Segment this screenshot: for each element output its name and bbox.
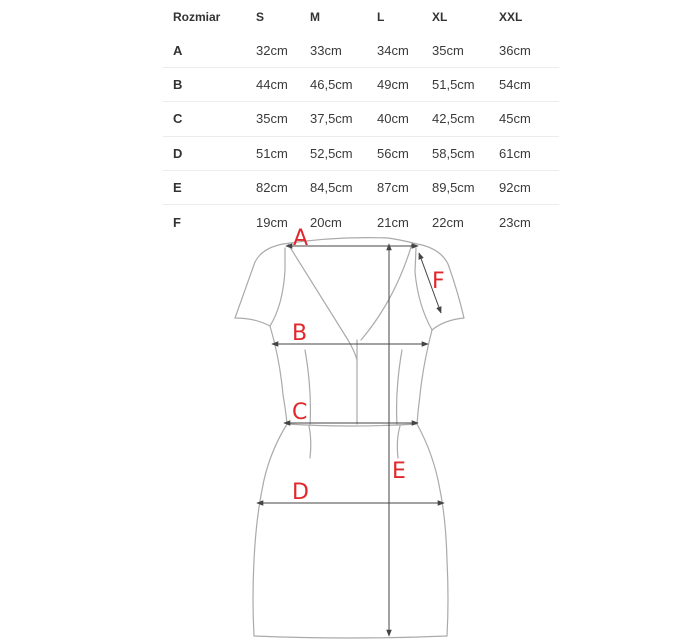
row-label: C [173,111,183,127]
table-cell: 33cm [310,42,342,58]
table-cell: 35cm [432,42,464,58]
table-cell: 20cm [310,214,342,230]
table-cell: 56cm [377,145,409,161]
row-label: A [173,42,183,58]
dress-outline [235,238,464,638]
table-cell: 87cm [377,180,409,196]
table-cell: 19cm [256,214,288,230]
table-cell: 42,5cm [432,111,475,127]
table-cell: 40cm [377,111,409,127]
table-cell: 51cm [256,145,288,161]
measurement-lines [257,244,444,636]
header-m: M [310,9,320,24]
table-cell: 84,5cm [310,180,353,196]
table-cell: 58,5cm [432,145,475,161]
label-e: E [392,459,406,484]
table-cell: 49cm [377,76,409,92]
table-cell: 51,5cm [432,76,475,92]
label-a: A [293,226,309,251]
row-label: D [173,145,183,161]
row-label: B [173,76,183,92]
label-f: F [432,269,445,294]
row-label: F [173,214,181,230]
header-xxl: XXL [499,9,523,24]
measurement-labels [292,226,445,505]
table-cell: 54cm [499,76,531,92]
header-l: L [377,9,385,24]
table-cell: 37,5cm [310,111,353,127]
table-cell: 46,5cm [310,76,353,92]
row-label: E [173,180,182,196]
table-cell: 23cm [499,214,531,230]
table-cell: 45cm [499,111,531,127]
label-c: C [292,400,308,425]
table-cell: 44cm [256,76,288,92]
table-cell: 92cm [499,180,531,196]
table-cell: 52,5cm [310,145,353,161]
table-cell: 35cm [256,111,288,127]
table-cell: 21cm [377,214,409,230]
table-cell: 61cm [499,145,531,161]
header-xl: XL [432,9,448,24]
table-cell: 34cm [377,42,409,58]
table-cell: 22cm [432,214,464,230]
header-rozmiar: Rozmiar [173,9,221,24]
header-s: S [256,9,265,24]
label-b: B [292,321,308,346]
table-cell: 82cm [256,180,288,196]
table-cell: 89,5cm [432,180,475,196]
table-cell: 36cm [499,42,531,58]
table-cell: 32cm [256,42,288,58]
label-d: D [292,480,309,505]
